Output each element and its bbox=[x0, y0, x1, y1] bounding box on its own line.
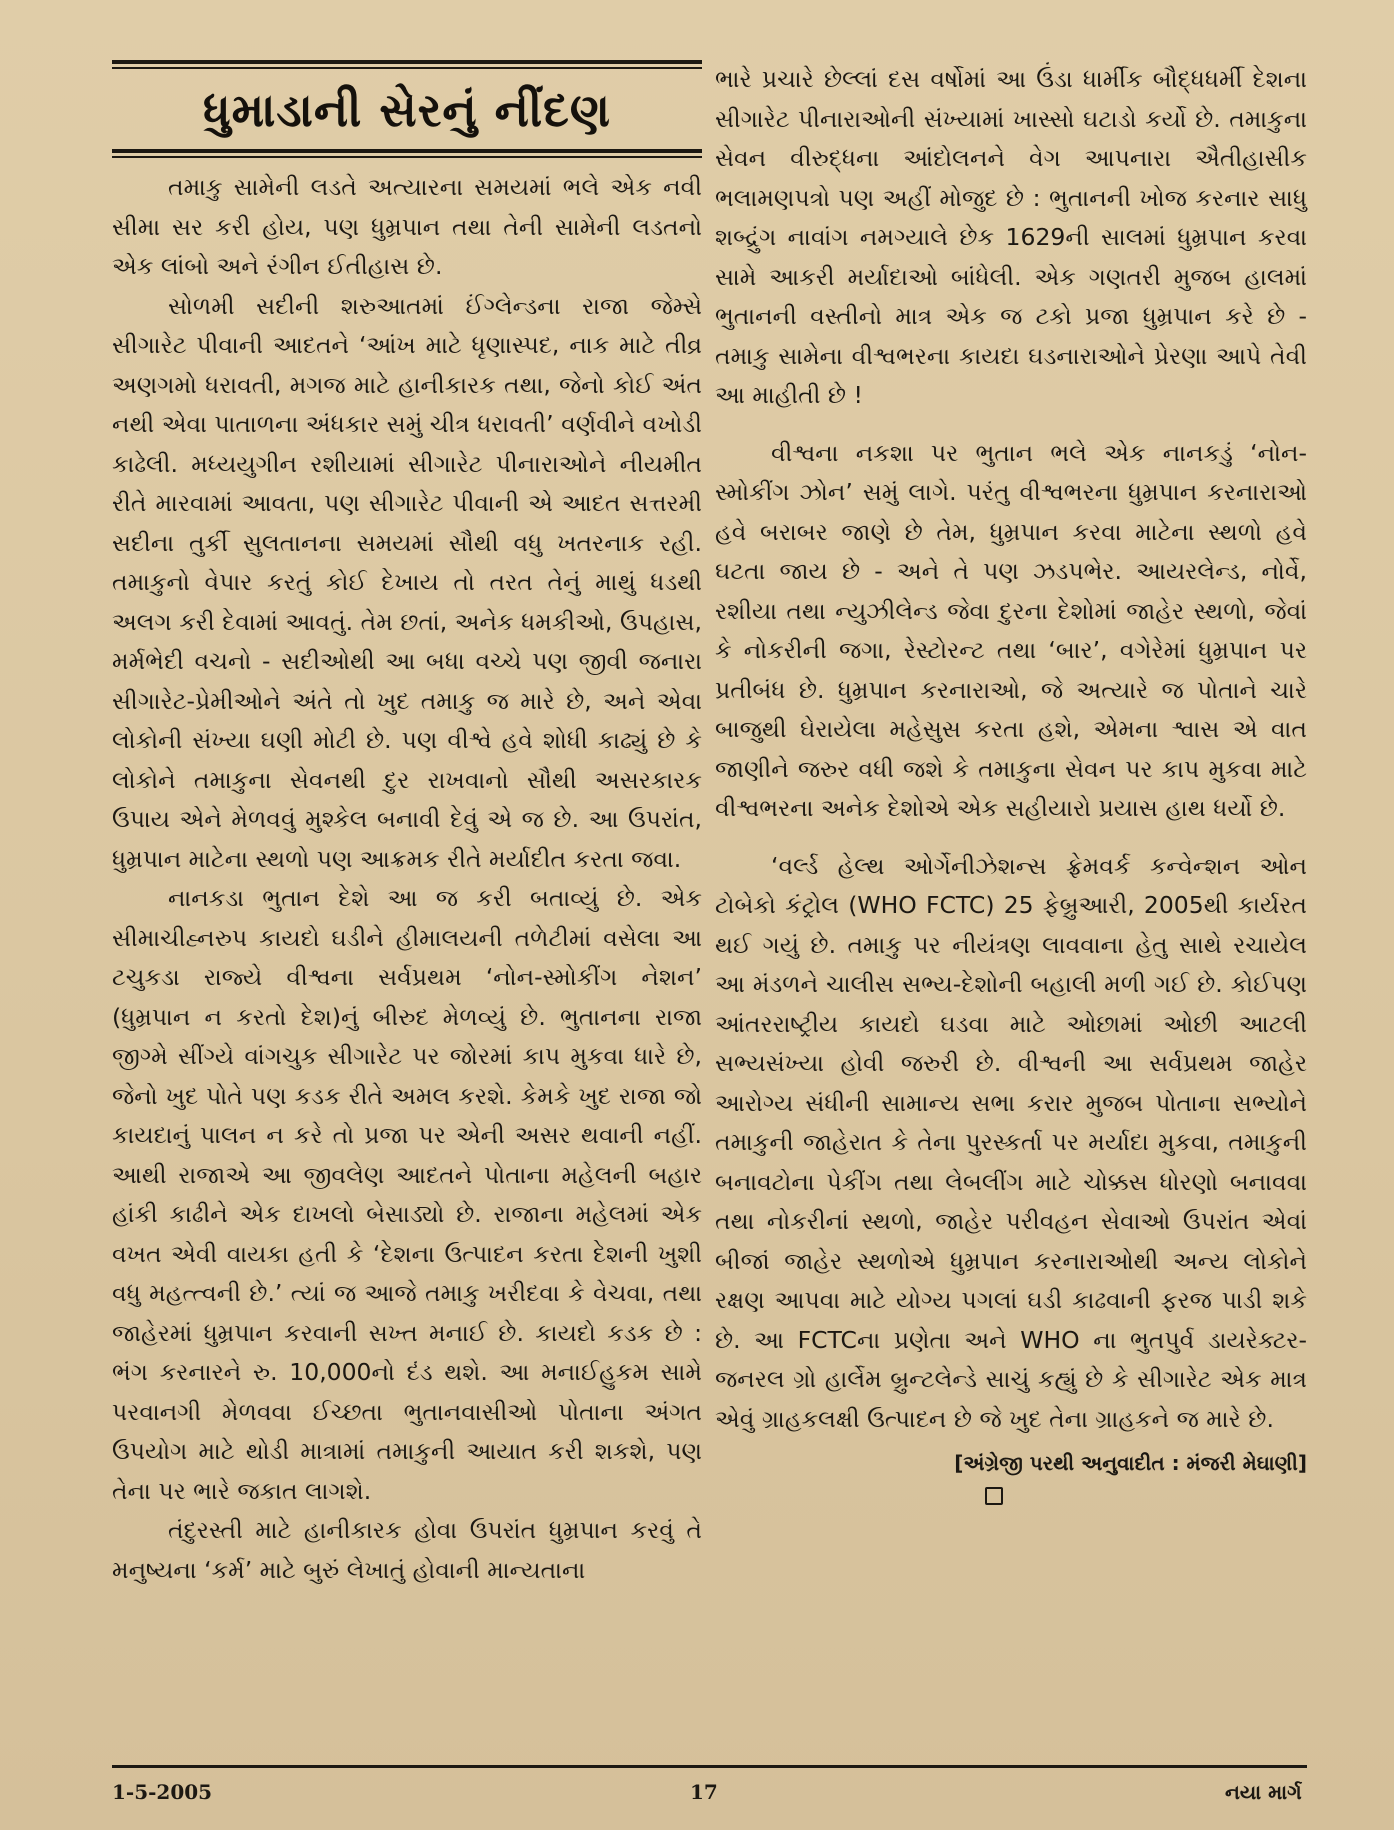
footer-rule bbox=[112, 1765, 1307, 1768]
page-number: 17 bbox=[690, 1780, 718, 1804]
right-column bbox=[715, 60, 1307, 1505]
left-column bbox=[112, 60, 702, 1590]
magazine-name: નયા માર્ગ bbox=[1225, 1780, 1302, 1804]
paragraph-bhutan: નાનકડા ભુતાન દેશે આ જ કરી બતાવ્યું છે. એક સીમાચીહ્નરુપ કાયદો ઘડીને હીમાલયની તળેટીમાં વસેલા આ ટચુકડા રાજ્યે વીશ્વના સર્વપ્રથમ ‘નોન-સ્મોકીંગ નેશન’ (ધુમ્રપાન ન કરતો દેશ)નું બીરુદ મેળવ્યું છે. ભુતાનના રાજા જીગ્મે સીંગ્યે વાંગચુક સીગારેટ પર જોરમાં કાપ મુકવા ધારે છે, જેનો ખુદ પોતે પણ કડક રીતે અમલ કરશે. કેમકે ખુદ રાજા જો કાયદાનું પાલન ન કરે તો પ્રજા પર એની અસર થવાની નહીં. આથી રાજાએ આ જીવલેણ આદતને પોતાના મહેલની બહાર હાંકી કાઢીને એક દાખલો બેસાડ્યો છે. રાજાના મહેલમાં એક વખત એવી વાયકા હતી કે ‘દેશના ઉત્પાદન કરતા દેશની ખુશી વધુ મહત્ત્વની છે.’ ત્યાં જ આજે તમાકુ ખરીદવા કે વેચવા, તથા જાહેરમાં ધુમ્રપાન કરવાની સખ્ત મનાઈ છે. કાયદો કડક છે : ભંગ કરનારને રુ. 10,000નો દંડ થશે. આ મનાઈહુકમ સામે પરવાનગી મેળવવા ઈચ્છતા ભુતાનવાસીઓ પોતાના અંગત ઉપયોગ માટે થોડી માત્રામાં તમાકુની આયાત કરી શકશે, પણ તેના પર ભારે જકાત લાગશે. bbox=[112, 884, 702, 1505]
title-rule-top-thin bbox=[112, 67, 702, 69]
paragraph-history: સોળમી સદીની શરુઆતમાં ઈંગ્લેન્ડના રાજા જેમ્સે સીગારેટ પીવાની આદતને ‘આંખ માટે ધૃણાસ્પદ, નાક માટે તીવ્ર અણગમો ધરાવતી, મગજ માટે હાનીકારક તથા, જેનો કોઈ અંત નથી એવા પાતાળના અંધકાર સમું ચીત્ર ધરાવતી’ વર્ણવીને વખોડી કાઢેલી. મધ્યયુગીન રશીયામાં સીગારેટ પીનારાઓને નીયમીત રીતે મારવામાં આવતા, પણ સીગારેટ પીવાની એ આદત સત્તરમી સદીના તુર્કી સુલતાનના સમયમાં સૌથી વધુ ખતરનાક રહી. તમાકુનો વેપાર કરતું કોઈ દેખાય તો તરત તેનું માથું ધડથી અલગ કરી દેવામાં આવતું. તેમ છતાં, અનેક ધમકીઓ, ઉપહાસ, મર્મભેદી વચનો - સદીઓથી આ બધા વચ્ચે પણ જીવી જનારા સીગારેટ-પ્રેમીઓને અંતે તો ખુદ તમાકુ જ મારે છે, અને એવા લોકોની સંખ્યા ઘણી મોટી છે. પણ વીશ્વે હવે શોધી કાઢ્યું છે કે લોકોને તમાકુના સેવનથી દુર રાખવાનો સૌથી અસરકારક ઉપાય એને મેળવવું મુશ્કેલ બનાવી દેવું એ જ છે. આ ઉપરાંત, ધુમ્રપાન માટેના સ્થળો પણ આક્રમક રીતે મર્યાદીત કરતા જવા. bbox=[112, 291, 703, 873]
title-rule-top bbox=[112, 60, 702, 64]
end-mark-icon bbox=[985, 1487, 1003, 1505]
translator-credit: [અંગ્રેજી પરથી અનુવાદીત : મંજરી મેઘાણી] bbox=[954, 1451, 1307, 1475]
paragraph-continued: ભારે પ્રચારે છેલ્લાં દસ વર્ષોમાં આ ઉંડા ધાર્મીક બૌદ્ધધર્મી દેશના સીગારેટ પીનારાઓની સંખ્યામાં ખાસ્સો ઘટાડો કર્યો છે. તમાકુના સેવન વીરુદ્ધના આંદોલનને વેગ આપનારા ઐતીહાસીક ભલામણપત્રો પણ અહીં મોજુદ છે : ભુતાનની ખોજ કરનાર સાધુ શબ્દ્રુંગ નાવાંગ નમગ્યાલે છેક 1629ની સાલમાં ધુમ્રપાન કરવા સામે આકરી મર્યાદાઓ બાંધેલી. એક ગણતરી મુજબ હાલમાં ભુતાનની વસ્તીનો માત્ર એક જ ટકો પ્રજા ધુમ્રપાન કરે છે - તમાકુ સામેના વીશ્વભરના કાયદા ઘડનારાઓને પ્રેરણા આપે તેવી આ માહીતી છે ! bbox=[715, 65, 1307, 409]
paragraph-smokefree-zone: વીશ્વના નકશા પર ભુતાન ભલે એક નાનકડું ‘નોન-સ્મોકીંગ ઝોન’ સમું લાગે. પરંતુ વીશ્વભરના ધુમ્રપાન કરનારાઓ હવે બરાબર જાણે છે તેમ, ધુમ્રપાન કરવા માટેના સ્થળો હવે ઘટતા જાય છે - અને તે પણ ઝડપભેર. આયરલેન્ડ, નોર્વે, રશીયા તથા ન્યુઝીલેન્ડ જેવા દુરના દેશોમાં જાહેર સ્થળો, જેવાં કે નોકરીની જગા, રેસ્ટોરન્ટ તથા ‘બાર’, વગેરેમાં ધુમ્રપાન પર પ્રતીબંધ છે. ધુમ્રપાન કરનારાઓ, જે અત્યારે જ પોતાને ચારે બાજુથી ઘેરાયેલા મહેસુસ કરતા હશે, એમના શ્વાસ એ વાત જાણીને જરુર વધી જશે કે તમાકુના સેવન પર કાપ મુકવા માટે વીશ્વભરના અનેક દેશોએ એક સહીયારો પ્રયાસ હાથ ધર્યો છે. bbox=[715, 438, 1307, 822]
paragraph-who-fctc: ‘વર્લ્ડ હેલ્થ ઓર્ગેનીઝેશન્સ ફ્રેમવર્ક કન્વેન્શન ઓન ટોબેકો કંટ્રોલ (WHO FCTC) 25 ફેબ્રુઆરી, 2005થી કાર્યરત થઈ ગયું છે. તમાકુ પર નીયંત્રણ લાવવાના હેતુ સાથે રચાયેલ આ મંડળને ચાલીસ સભ્ય-દેશોની બહાલી મળી ગઈ છે. કોઈપણ આંતરરાષ્ટ્રીય કાયદો ઘડવા માટે ઓછામાં ઓછી આટલી સભ્યસંખ્યા હોવી જરુરી છે. વીશ્વની આ સર્વપ્રથમ જાહેર આરોગ્ય સંધીની સામાન્ય સભા કરાર મુજબ પોતાના સભ્યોને તમાકુની જાહેરાત કે તેના પુરસ્કર્તા પર મર્યાદા મુકવા, તમાકુની બનાવટોના પેકીંગ તથા લેબલીંગ માટે ચોક્કસ ધોરણો બનાવવા તથા નોકરીનાં સ્થળો, જાહેર પરીવહન સેવાઓ ઉપરાંત એવાં બીજાં જાહેર સ્થળોએ ધુમ્રપાન કરનારાઓથી અન્ય લોકોને રક્ષણ આપવા માટે યોગ્ય પગલાં ઘડી કાઢવાની ફરજ પાડી શકે છે. આ FCTCના પ્રણેતા અને WHO ના ભુતપુર્વ ડાયરેક્ટર- જનરલ ગ્રો હાર્લેમ બ્રુન્ટલેન્ડે સાચું કહ્યું છે કે સીગારેટ એક માત્ર એવું ગ્રાહકલક્ષી ઉત્પાદન છે જે ખુદ તેના ગ્રાહકને જ મારે છે. bbox=[715, 851, 1307, 1433]
paragraph-intro: તમાકુ સામેની લડતે અત્યારના સમયમાં ભલે એક નવી સીમા સર કરી હોય, પણ ધુમ્રપાન તથા તેની સામેની લડતનો એક લાંબો અને રંગીન ઈતીહાસ છે. bbox=[112, 173, 702, 280]
issue-date: 1-5-2005 bbox=[112, 1780, 213, 1804]
paragraph-karma: તંદુરસ્તી માટે હાનીકારક હોવા ઉપરાંત ધુમ્રપાન કરવું તે મનુષ્યના ‘કર્મ’ માટે બુરું લેખાતું હોવાની માન્યતાના bbox=[112, 1516, 702, 1584]
title-rule-bottom bbox=[112, 149, 702, 153]
article-title: ધુમાડાની સેરનું નીંદણ bbox=[203, 83, 611, 137]
title-rule-bottom-thin bbox=[112, 156, 702, 158]
